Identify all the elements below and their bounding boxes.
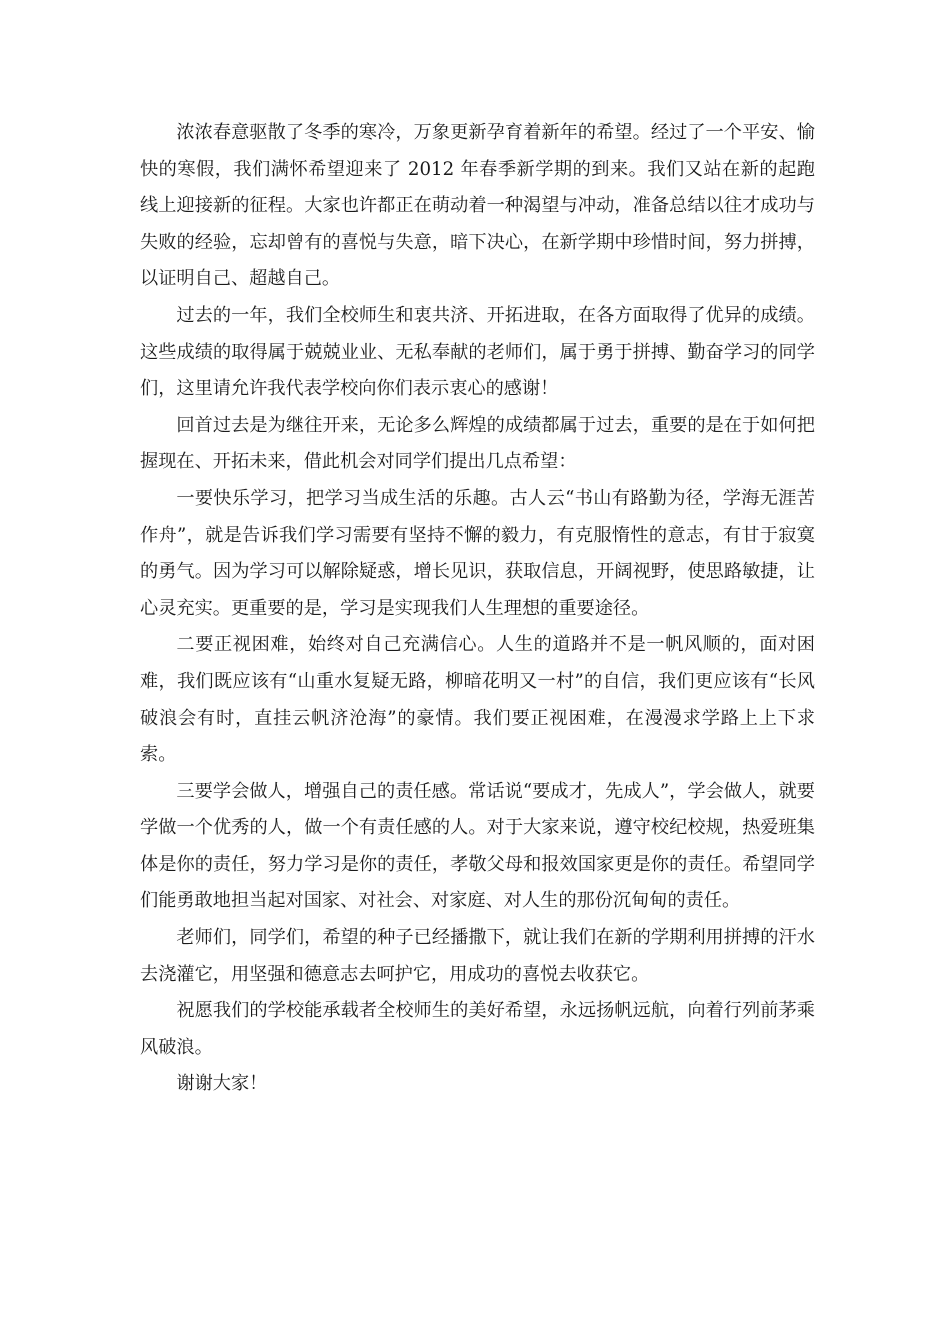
paragraph-hope-one: 一要快乐学习，把学习当成生活的乐趣。古人云“书山有路勤为径，学海无涯苦作舟”，就是告诉我们学习需要有坚持不懈的毅力，有克服惰性的意志，有甘于寂寞的勇气。因为学习可以解除疑惑，增长见识，获取信息，开阔视野，使思路敏捷，让心灵充实。更重要的是，学习是实现我们人生理想的重要途径。 — [140, 487, 815, 619]
paragraph-looking-forward: 回首过去是为继往开来，无论多么辉煌的成绩都属于过去，重要的是在于如何把握现在、开拓未来，借此机会对同学们提出几点希望： — [140, 414, 815, 473]
document-body — [140, 115, 815, 1103]
paragraph-opening: 浓浓春意驱散了冬季的寒冷，万象更新孕育着新年的希望。经过了一个平安、愉快的寒假，我们满怀希望迎来了 2012 年春季新学期的到来。我们又站在新的起跑线上迎接新的征程。大家也许都正在萌动着一种渴望与冲动，准备总结以往才成功与失败的经验，忘却曾有的喜悦与失意，暗下决心，在新学期中珍惜时间，努力拼搏，以证明自己、超越自己。 — [140, 122, 815, 290]
paragraph-wishes: 祝愿我们的学校能承载者全校师生的美好希望，永远扬帆远航，向着行列前茅乘风破浪。 — [140, 1000, 815, 1058]
paragraph-address-teachers: 老师们，同学们，希望的种子已经播撒下，就让我们在新的学期利用拼搏的汗水去浇灌它，用坚强和德意志去呵护它，用成功的喜悦去收获它。 — [140, 927, 815, 985]
paragraph-past-year: 过去的一年，我们全校师生和衷共济、开拓进取，在各方面取得了优异的成绩。这些成绩的取得属于兢兢业业、无私奉献的老师们，属于勇于拼搏、勤奋学习的同学们，这里请允许我代表学校向你们表示衷心的感谢！ — [140, 304, 815, 400]
paragraph-hope-three: 三要学会做人，增强自己的责任感。常话说“要成才，先成人”，学会做人，就要学做一个优秀的人，做一个有责任感的人。对于大家来说，遵守校纪校规，热爱班集体是你的责任，努力学习是你的责任，孝敬父母和报效国家更是你的责任。希望同学们能勇敢地担当起对国家、对社会、对家庭、对人生的那份沉甸甸的责任。 — [140, 780, 815, 912]
paragraph-hope-two: 二要正视困难，始终对自己充满信心。人生的道路并不是一帆风顺的，面对困难，我们既应该有“山重水复疑无路，柳暗花明又一村”的自信，我们更应该有“长风破浪会有时，直挂云帆济沧海”的豪情。我们要正视困难，在漫漫求学路上上下求索。 — [140, 634, 815, 766]
paragraph-thanks: 谢谢大家！ — [176, 1073, 268, 1095]
